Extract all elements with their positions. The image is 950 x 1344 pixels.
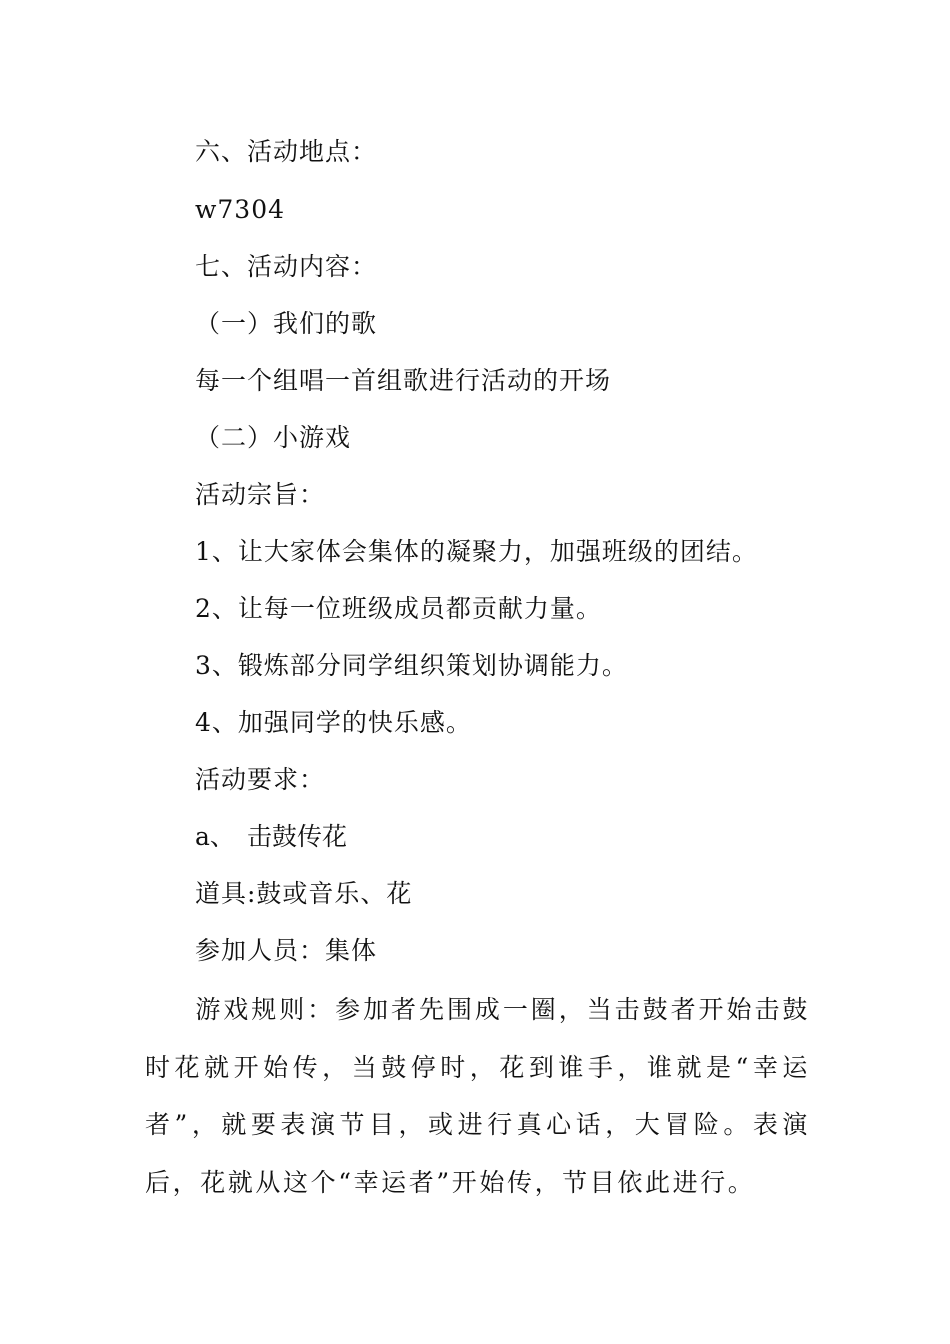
heading-activity-requirements: 活动要求： xyxy=(195,765,326,794)
purpose-item-2: 2、让每一位班级成员都贡献力量。 xyxy=(195,594,602,623)
game-item-a-marker: a、 xyxy=(195,822,235,851)
participants-line: 参加人员：集体 xyxy=(195,936,378,965)
game-rules-paragraph xyxy=(145,981,810,1211)
activity-location-value: w7304 xyxy=(195,195,286,224)
game-item-a-title: 击鼓传花 xyxy=(247,822,348,851)
heading-activity-location: 六、活动地点： xyxy=(195,137,378,166)
props-line: 道具:鼓或音乐、花 xyxy=(195,879,413,908)
section-our-song: （一）我们的歌 xyxy=(195,309,378,338)
game-item-a xyxy=(195,822,347,852)
purpose-item-3: 3、锻炼部分同学组织策划协调能力。 xyxy=(195,651,628,680)
our-song-description: 每一个组唱一首组歌进行活动的开场 xyxy=(195,366,612,395)
purpose-item-4: 4、加强同学的快乐感。 xyxy=(195,708,472,737)
section-small-games: （二）小游戏 xyxy=(195,423,352,452)
game-rules-text: 游戏规则：参加者先围成一圈，当击鼓者开始击鼓时花就开始传，当鼓停时，花到谁手，谁就是“幸运者”，就要表演节目，或进行真心话，大冒险。表演后，花就从这个“幸运者”开始传，节目依此进行。 xyxy=(145,995,810,1197)
heading-activity-purpose: 活动宗旨： xyxy=(195,480,326,509)
purpose-item-1: 1、让大家体会集体的凝聚力，加强班级的团结。 xyxy=(195,537,758,566)
heading-activity-content: 七、活动内容： xyxy=(195,252,378,281)
